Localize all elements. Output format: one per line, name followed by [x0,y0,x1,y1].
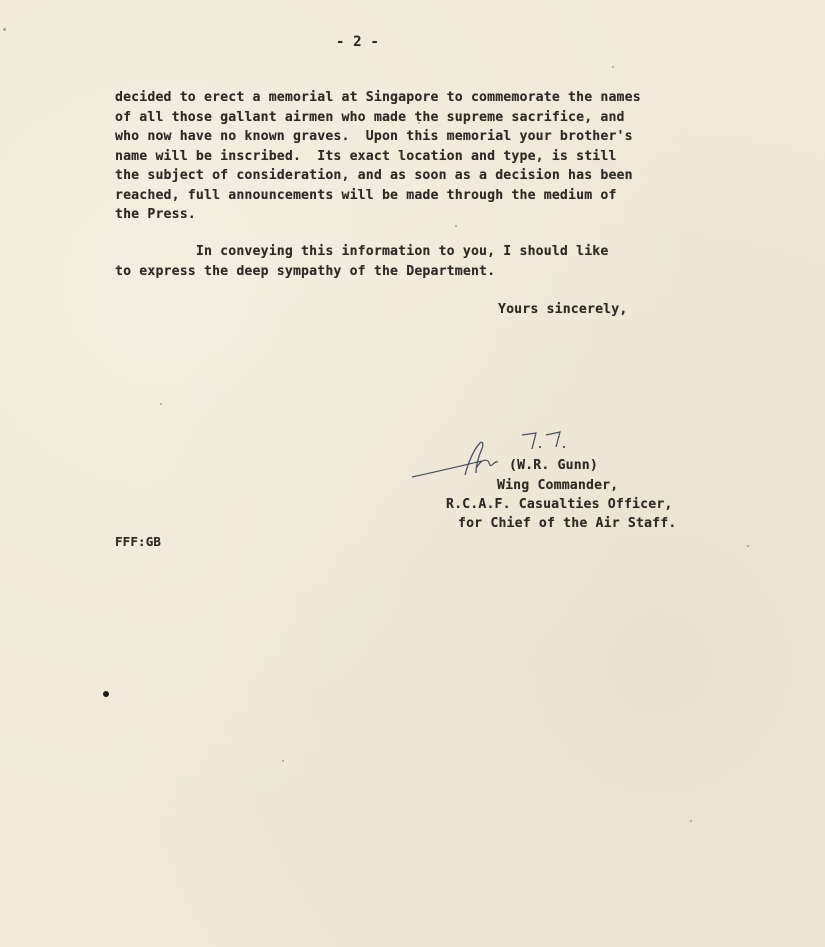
paper-speck [160,403,162,405]
paper-speck [747,545,749,547]
body-line: the subject of consideration, and as soon as a decision has been [115,168,633,183]
handwritten-signature [410,425,610,485]
reference-initials: FFF:GB [115,534,162,549]
body-line: decided to erect a memorial at Singapore to commemorate the names [115,90,641,105]
paper-speck [612,66,614,68]
signatory-title: R.C.A.F. Casualties Officer, [446,497,673,512]
body-line: of all those gallant airmen who made the supreme sacrifice, and [115,109,625,125]
paper-speck [690,820,692,822]
page-number: - 2 - [336,34,379,50]
body-line: to express the deep sympathy of the Department. [115,263,496,279]
punch-mark [103,691,109,697]
body-line: reached, full announcements will be made through the medium of [115,187,617,203]
body-line: who now have no known graves. Upon this memorial your brother's [115,129,633,144]
paper-speck [282,760,284,762]
signatory-for-line: for Chief of the Air Staff. [458,516,677,531]
paper-speck [3,28,6,31]
signatory-rank: Wing Commander, [497,478,619,493]
closing-salutation: Yours sincerely, [498,302,628,317]
body-line: the Press. [115,207,196,222]
signatory-name: (W.R. Gunn) [509,458,598,473]
paper-speck [455,225,457,227]
body-line: In conveying this information to you, I should like [115,244,609,259]
body-line: name will be inscribed. Its exact location and type, is still [115,148,617,164]
